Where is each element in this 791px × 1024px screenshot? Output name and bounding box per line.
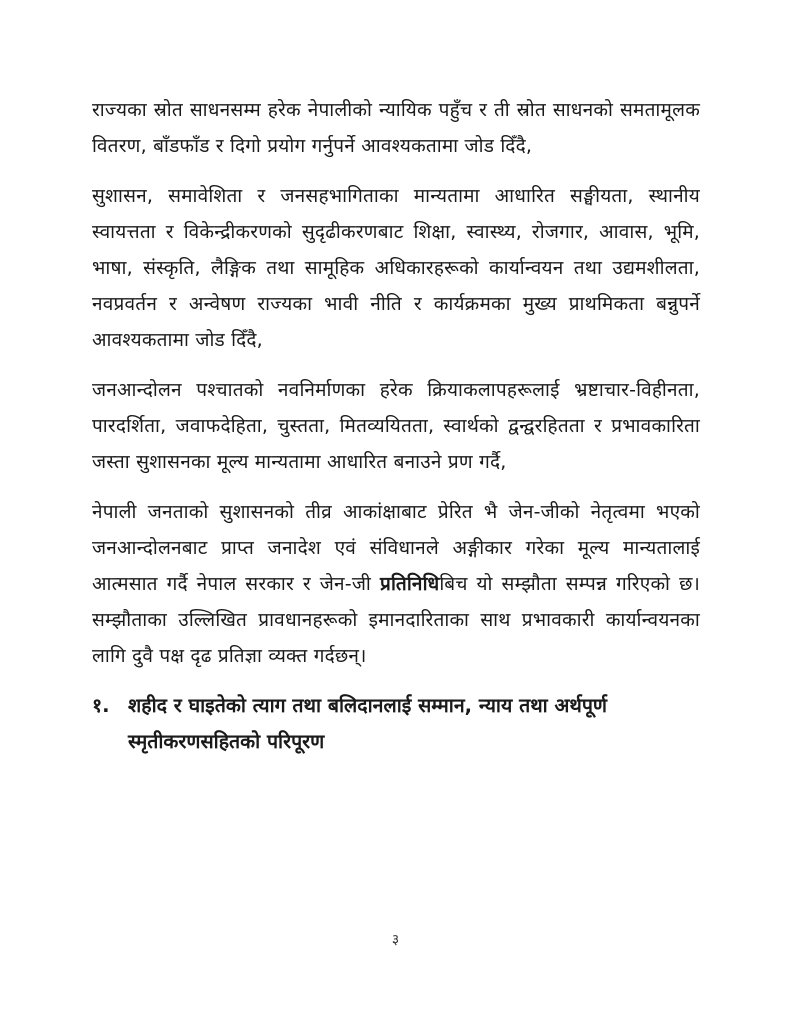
paragraph-agreement-statement [92, 494, 700, 674]
agreement-text-before: नेपाली जनताको सुशासनको तीव्र आकांक्षाबाट प्रेरित भै जेन-जीको नेतृत्वमा भएको जनआन्दोलनबाट प्राप्त जनादेश एवं संविधानले अङ्गीकार गरेका मूल्य मान्यतालाई आत्मसात गर्दै नेपाल सरकार र जेन-जी [92, 501, 700, 595]
section-title: शहीद र घाइतेको त्याग तथा बलिदानलाई सम्मान, न्याय तथा अर्थपूर्ण स्मृतीकरणसहितको परिपूरण [128, 694, 608, 753]
paragraph-anti-corruption-pledge: जनआन्दोलन पश्चातको नवनिर्माणका हरेक क्रियाकलापहरूलाई भ्रष्टाचार-विहीनता, पारदर्शिता, जवाफदेहिता, चुस्तता, मितव्ययितता, स्वार्थको द्वन्द्वरहितता र प्रभावकारिता जस्ता सुशासनका मूल्य मान्यतामा आधारित बनाउने प्रण गर्दै, [92, 379, 700, 473]
page-number: ३ [391, 932, 400, 948]
paragraph-good-governance-federalism: सुशासन, समावेशिता र जनसहभागिताका मान्यतामा आधारित सङ्घीयता, स्थानीय स्वायत्तता र विकेन्द्रीकरणको सुदृढीकरणबाट शिक्षा, स्वास्थ्य, रोजगार, आवास, भूमि, भाषा, संस्कृति, लैङ्गिक तथा सामूहिक अधिकारहरूको कार्यान्वयन तथा उद्यमशीलता, नवप्रवर्तन र अन्वेषण राज्यका भावी नीति र कार्यक्रमका मुख्य प्राथमिकता बन्नुपर्ने आवश्यकतामा जोड दिँदै, [92, 185, 700, 351]
agreement-text-after: बिच यो सम्झौता सम्पन्न गरिएको छ। सम्झौताका उल्लिखित प्रावधानहरूको इमानदारिताका साथ प्रभावकारी कार्यान्वयनका लागि दुवै पक्ष दृढ प्रतिज्ञा व्यक्त गर्दछन्। [92, 573, 700, 667]
paragraph-resource-access: राज्यका स्रोत साधनसम्म हरेक नेपालीको न्यायिक पहुँच र ती स्रोत साधनको समतामूलक वितरण, बाँडफाँड र दिगो प्रयोग गर्नुपर्ने आवश्यकतामा जोड दिँदै, [92, 99, 700, 157]
agreement-bold-representative: प्रतिनिधि [379, 573, 440, 595]
section-heading-1 [92, 688, 700, 760]
document-page [92, 92, 700, 760]
section-number: १. [92, 694, 110, 717]
